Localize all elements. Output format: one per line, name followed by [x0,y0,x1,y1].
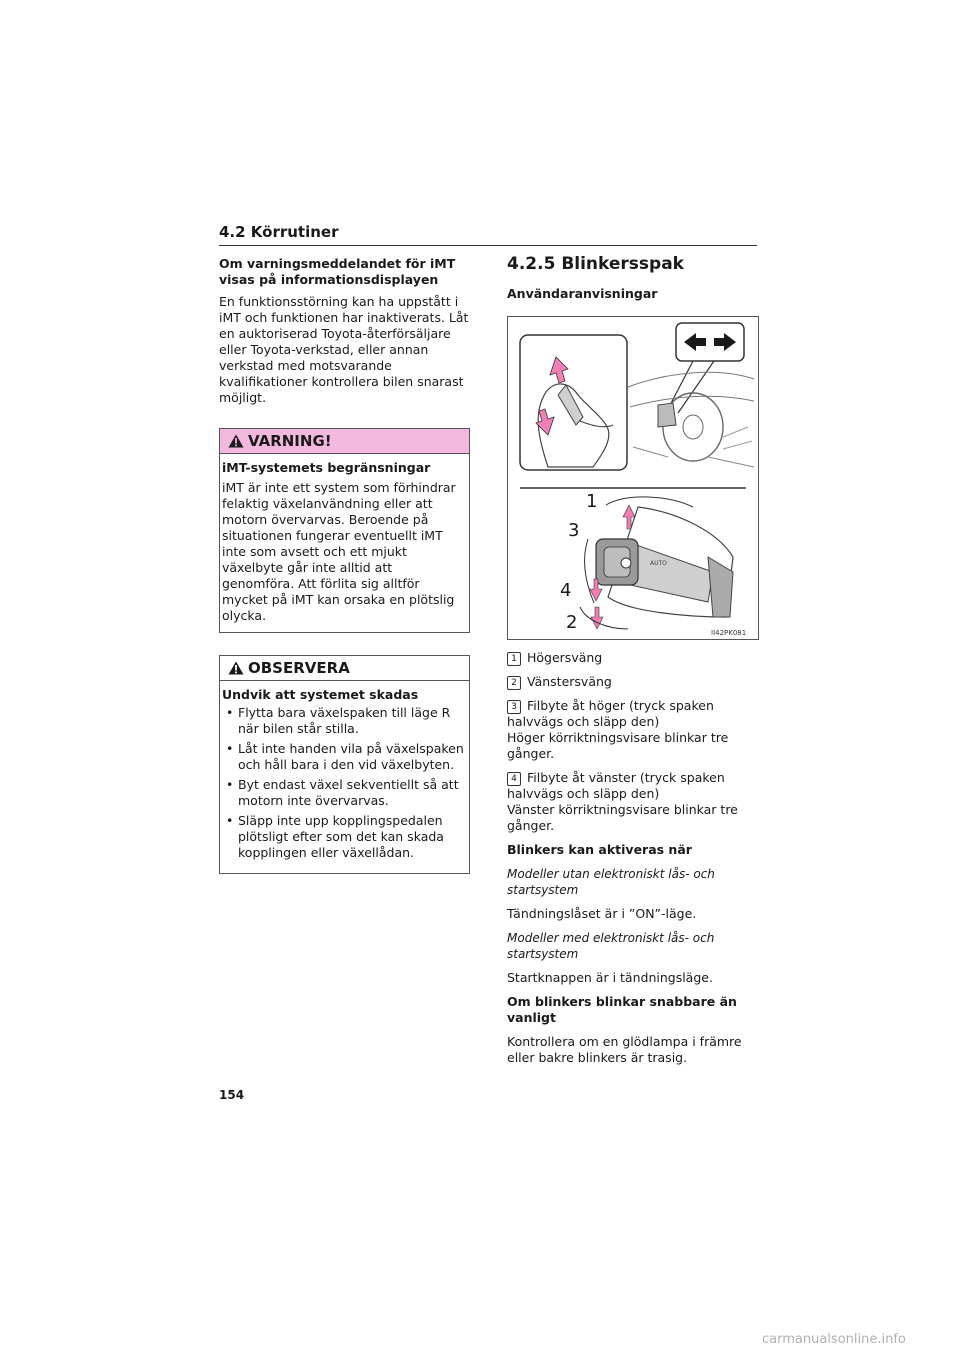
notice-box-title [220,656,469,681]
usage-heading: Användaranvisningar [507,286,658,301]
list-item [507,674,759,690]
notice-title-text: OBSERVERA [248,659,350,677]
model-with-key: Modeller med elektroniskt lås- och startsystem [507,931,715,961]
item-text: Filbyte åt höger (tryck spaken halvvägs och släpp den) [507,698,714,729]
item-extra: Höger körriktningsvisare blinkar tre gånger. [507,730,729,761]
list-item: • Byt endast växel sekventiellt så att motorn inte övervarvas. [222,777,465,809]
list-item: • Låt inte handen vila på växelspaken och håll bara i den vid växelbyten. [222,741,465,773]
callout-4: 4 [560,580,572,601]
model-without-key: Modeller utan elektroniskt lås- och startsystem [507,867,715,897]
watermark: carmanualsonline.info [762,1332,906,1347]
fast-blink-heading: Om blinkers blinkar snabbare än vanligt [507,994,737,1025]
fast-blink-text: Kontrollera om en glödlampa i främre eller bakre blinkers är trasig. [507,1034,742,1065]
svg-text:AUTO: AUTO [650,560,667,567]
turn-signal-illustration [508,317,758,639]
figure-code: II42PK081 [711,629,747,637]
list-item [507,770,759,834]
list-item [507,698,759,762]
callout-1: 1 [586,491,598,512]
warning-box [219,428,470,633]
left-column [219,256,470,896]
item-text: Vänstersväng [527,674,612,689]
turn-signal-lever-figure [507,316,759,640]
page-number: 154 [219,1088,245,1102]
activation-heading: Blinkers kan aktiveras när [507,842,692,857]
item-number: 2 [507,676,521,690]
item-number: 1 [507,652,521,666]
item-number: 3 [507,700,521,714]
section-title: 4.2.5 Blinkersspak [507,254,684,274]
list-item [507,650,759,666]
imt-warning-body: En funktionsstörning kan ha uppstått i iMT och funktionen har inaktiverats. Låt en auktoriserad Toyota-återförsäljare eller Toyota-verkstad, eller annan verkstad med motsvarande kvalifikationer kontrollera bilen snarast möjligt. [219,294,469,405]
warning-text: iMT är inte ett system som förhindrar felaktig växelanvändning eller att motorn övervarvas. Beroende på situationen fungerar eventuellt iMT inte som avsett och ett mjukt växelbyte går inte alltid att genomföra. Att förlita sig alltför mycket på iMT kan orsaka en plötslig olycka. [222,480,456,623]
warning-subheading: iMT-systemets begränsningar [222,460,431,475]
section-header: 4.2 Körrutiner [219,223,757,246]
callout-2: 2 [566,612,578,633]
imt-warning-heading: Om varningsmeddelandet för iMT visas på informationsdisplayen [219,256,456,287]
item-text: Filbyte åt vänster (tryck spaken halvvägs och släpp den) [507,770,725,801]
notice-triangle-icon [228,661,244,675]
right-column [507,254,759,1074]
notice-bullet-list [222,705,465,861]
callout-3: 3 [568,520,580,541]
warning-box-title [220,429,469,454]
warning-triangle-icon [228,434,244,448]
ignition-on-text: Tändningslåset är i ”ON”-läge. [507,906,697,921]
notice-subheading: Undvik att systemet skadas [222,687,419,702]
start-button-text: Startknappen är i tändningsläge. [507,970,713,985]
list-item: • Flytta bara växelspaken till läge R när bilen står stilla. [222,705,465,737]
item-text: Högersväng [527,650,603,665]
item-number: 4 [507,772,521,786]
warning-title-text: VARNING! [248,432,332,450]
list-item: • Släpp inte upp kopplingspedalen plötsligt efter som det kan skada kopplingen eller växellådan. [222,813,465,861]
notice-box [219,655,470,874]
item-extra: Vänster körriktningsvisare blinkar tre gånger. [507,802,738,833]
